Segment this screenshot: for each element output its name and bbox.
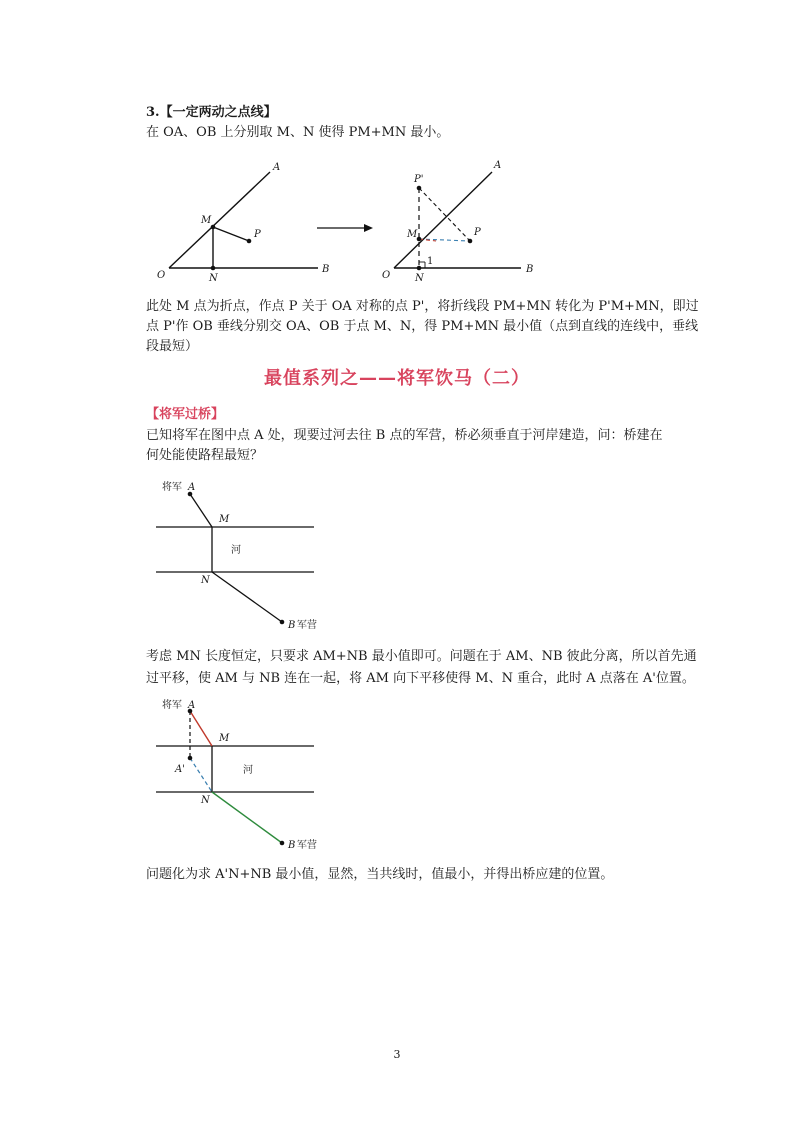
- consider-line-2: 过平移，使 AM 与 NB 连在一起，将 AM 向下平移使得 M、N 重合，此时 A 点落在 A'位置。: [146, 671, 695, 686]
- figure-1: [157, 162, 329, 284]
- label-B: B: [526, 264, 534, 275]
- explanation-line-1: 此处 M 点为折点，作点 P 关于 OA 对称的点 P'，将折线段 PM+MN 转化为 P'M+MN，即过: [146, 299, 699, 314]
- label-A: A: [273, 162, 281, 173]
- label-P-prime: P': [414, 174, 424, 185]
- section-heading: 3.【一定两动之点线】: [146, 105, 277, 120]
- label-river: 河: [231, 545, 241, 556]
- section-intro: 在 OA、OB 上分别取 M、N 使得 PM+MN 最小。: [146, 125, 450, 140]
- consider-line-1: 考虑 MN 长度恒定，只要求 AM+NB 最小值即可。问题在于 AM、NB 彼此分离，所以首先通: [146, 649, 697, 664]
- label-M: M: [219, 733, 230, 744]
- label-P: P: [474, 227, 481, 238]
- label-general: 将军: [162, 700, 182, 711]
- label-O: O: [157, 270, 166, 281]
- figure-4: [156, 698, 317, 851]
- label-M: M: [407, 229, 418, 240]
- label-camp: 军营: [297, 840, 317, 851]
- angle-label: 1: [427, 256, 434, 267]
- label-O: O: [382, 270, 391, 281]
- label-N: N: [209, 273, 218, 284]
- label-A: A: [188, 482, 196, 493]
- conclusion-text: 问题化为求 A'N+NB 最小值，显然，当共线时，值最小，并得出桥应建的位置。: [146, 867, 614, 882]
- label-A: A: [494, 160, 502, 171]
- label-N: N: [201, 575, 210, 586]
- page-number: 3: [393, 1048, 401, 1061]
- label-B: B: [288, 840, 296, 851]
- label-river: 河: [243, 765, 253, 776]
- figure-3: [156, 480, 317, 631]
- label-B: B: [288, 620, 296, 631]
- label-M: M: [201, 215, 212, 226]
- label-A-prime: A': [175, 764, 185, 775]
- problem-line-1: 已知将军在图中点 A 处，现要过河去往 B 点的军营，桥必须垂直于河岸建造，问：桥建在: [146, 428, 663, 443]
- label-camp: 军营: [297, 620, 317, 631]
- page-title: 最值系列之——将军饮马（二）: [264, 368, 530, 389]
- label-A: A: [188, 700, 196, 711]
- problem-line-2: 何处能使路程最短？: [146, 448, 264, 463]
- label-P: P: [254, 229, 261, 240]
- section-tag: 【将军过桥】: [146, 407, 225, 422]
- label-general: 将军: [162, 482, 182, 493]
- transform-arrow-icon: [317, 224, 373, 232]
- label-B: B: [322, 264, 330, 275]
- explanation-line-3: 段最短）: [146, 339, 199, 354]
- figure-2: [382, 160, 533, 284]
- label-N: N: [415, 273, 424, 284]
- label-M: M: [219, 514, 230, 525]
- explanation-line-2: 点 P'作 OB 垂线分别交 OA、OB 于点 M、N，得 PM+MN 最小值（点到直线的连线中，垂线: [146, 319, 699, 334]
- label-N: N: [201, 795, 210, 806]
